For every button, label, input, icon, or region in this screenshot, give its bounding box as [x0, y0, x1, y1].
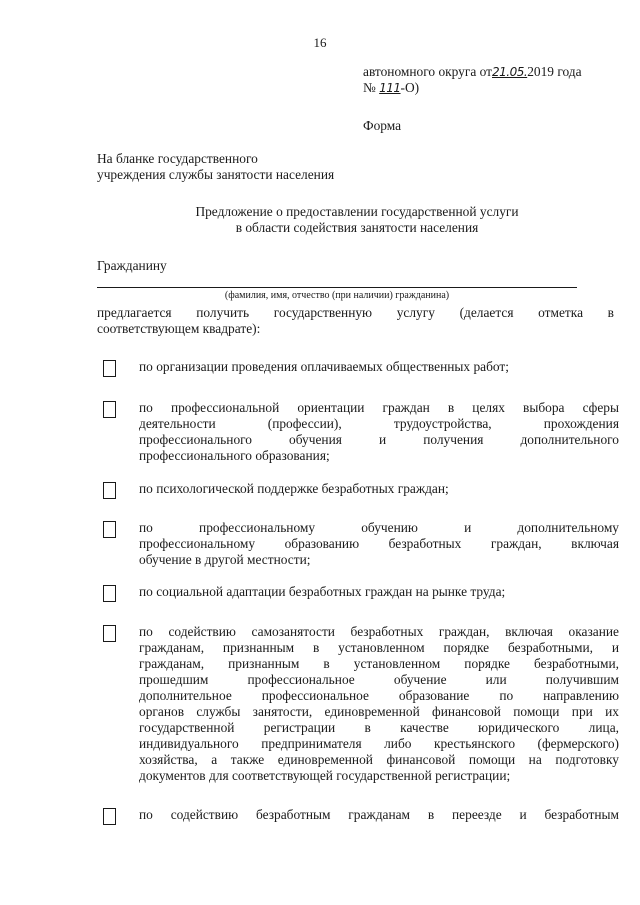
- option-checkbox[interactable]: [103, 521, 116, 538]
- option-line: профессиональному образованию безработных граждан, включая: [139, 536, 619, 551]
- option-line: индивидуального предпринимателя либо крестьянского (фермерского): [139, 736, 619, 751]
- header-number-suffix: -О): [400, 80, 420, 95]
- option-line: гражданам, признанным в установленном порядке безработными, и: [139, 640, 619, 655]
- letterhead-line-2: учреждения службы занятости населения: [97, 167, 335, 182]
- option-text: [139, 520, 619, 568]
- option-line: по социальной адаптации безработных граждан на рынке труда;: [139, 584, 506, 599]
- option-line: по психологической поддержке безработных граждан;: [139, 481, 449, 496]
- option-line: профессионального образования;: [139, 448, 330, 463]
- header-date-prefix: автономного округа от: [363, 64, 493, 79]
- header-date-suffix: 2019 года: [527, 64, 582, 79]
- option-checkbox[interactable]: [103, 625, 116, 642]
- header-number-line: [363, 80, 623, 96]
- option-text: [139, 481, 619, 497]
- option-text: [139, 584, 619, 600]
- intro-line-1: предлагается получить государственную услугу (делается отметка в: [97, 305, 614, 320]
- option-line: хозяйства, а также единовременной финансовой помощи на подготовку: [139, 752, 619, 767]
- option-line: дополнительное профессиональное образование по направлению: [139, 688, 619, 703]
- option-text: [139, 807, 619, 823]
- letterhead-note: [97, 151, 417, 183]
- option-line: по профессиональной ориентации граждан в целях выбора сферы: [139, 400, 619, 415]
- page-number: 16: [313, 35, 327, 50]
- option-line: документов для соответствующей государственной регистрации;: [139, 768, 511, 783]
- title-line-1: Предложение о предоставлении государственной услуги: [195, 204, 519, 219]
- form-label: Форма: [363, 118, 402, 133]
- option-checkbox[interactable]: [103, 401, 116, 418]
- option-text: [139, 359, 619, 375]
- appendix-header: [363, 64, 623, 96]
- option-checkbox[interactable]: [103, 808, 116, 825]
- header-date-line: [363, 64, 623, 80]
- option-line: профессионального обучения и получения дополнительного: [139, 432, 619, 447]
- option-checkbox[interactable]: [103, 360, 116, 377]
- option-line: органов службы занятости, единовременной финансовой помощи при их: [139, 704, 619, 719]
- option-checkbox[interactable]: [103, 585, 116, 602]
- intro-line-2: соответствующем квадрате):: [97, 321, 261, 336]
- option-line: обучение в другой местности;: [139, 552, 311, 567]
- option-line: деятельности (профессии), трудоустройства, прохождения: [139, 416, 619, 431]
- header-number-prefix: №: [363, 80, 376, 95]
- option-text: [139, 400, 619, 464]
- title-line-2: в области содействия занятости населения: [235, 220, 479, 235]
- citizen-name-field[interactable]: [97, 287, 577, 288]
- intro-paragraph: [97, 305, 614, 337]
- citizen-label: Гражданину: [97, 258, 167, 273]
- name-field-caption: (фамилия, имя, отчество (при наличии) гражданина): [224, 290, 450, 301]
- option-line: по содействию самозанятости безработных граждан, включая оказание: [139, 624, 619, 639]
- handwritten-date: 21.05.: [492, 65, 528, 79]
- option-checkbox[interactable]: [103, 482, 116, 499]
- document-title: [97, 204, 617, 236]
- handwritten-number: 111: [379, 81, 401, 95]
- letterhead-line-1: На бланке государственного: [97, 151, 258, 166]
- option-line: по организации проведения оплачиваемых общественных работ;: [139, 359, 510, 374]
- option-line: по содействию безработным гражданам в переезде и безработным: [139, 807, 619, 822]
- option-line: по профессиональному обучению и дополнительному: [139, 520, 619, 535]
- option-text: [139, 624, 619, 784]
- option-line: гражданам, признанным в установленном порядке безработными,: [139, 656, 619, 671]
- option-line: прошедшим профессиональное обучение или получившим: [139, 672, 619, 687]
- option-line: государственной регистрации в качестве юридического лица,: [139, 720, 619, 735]
